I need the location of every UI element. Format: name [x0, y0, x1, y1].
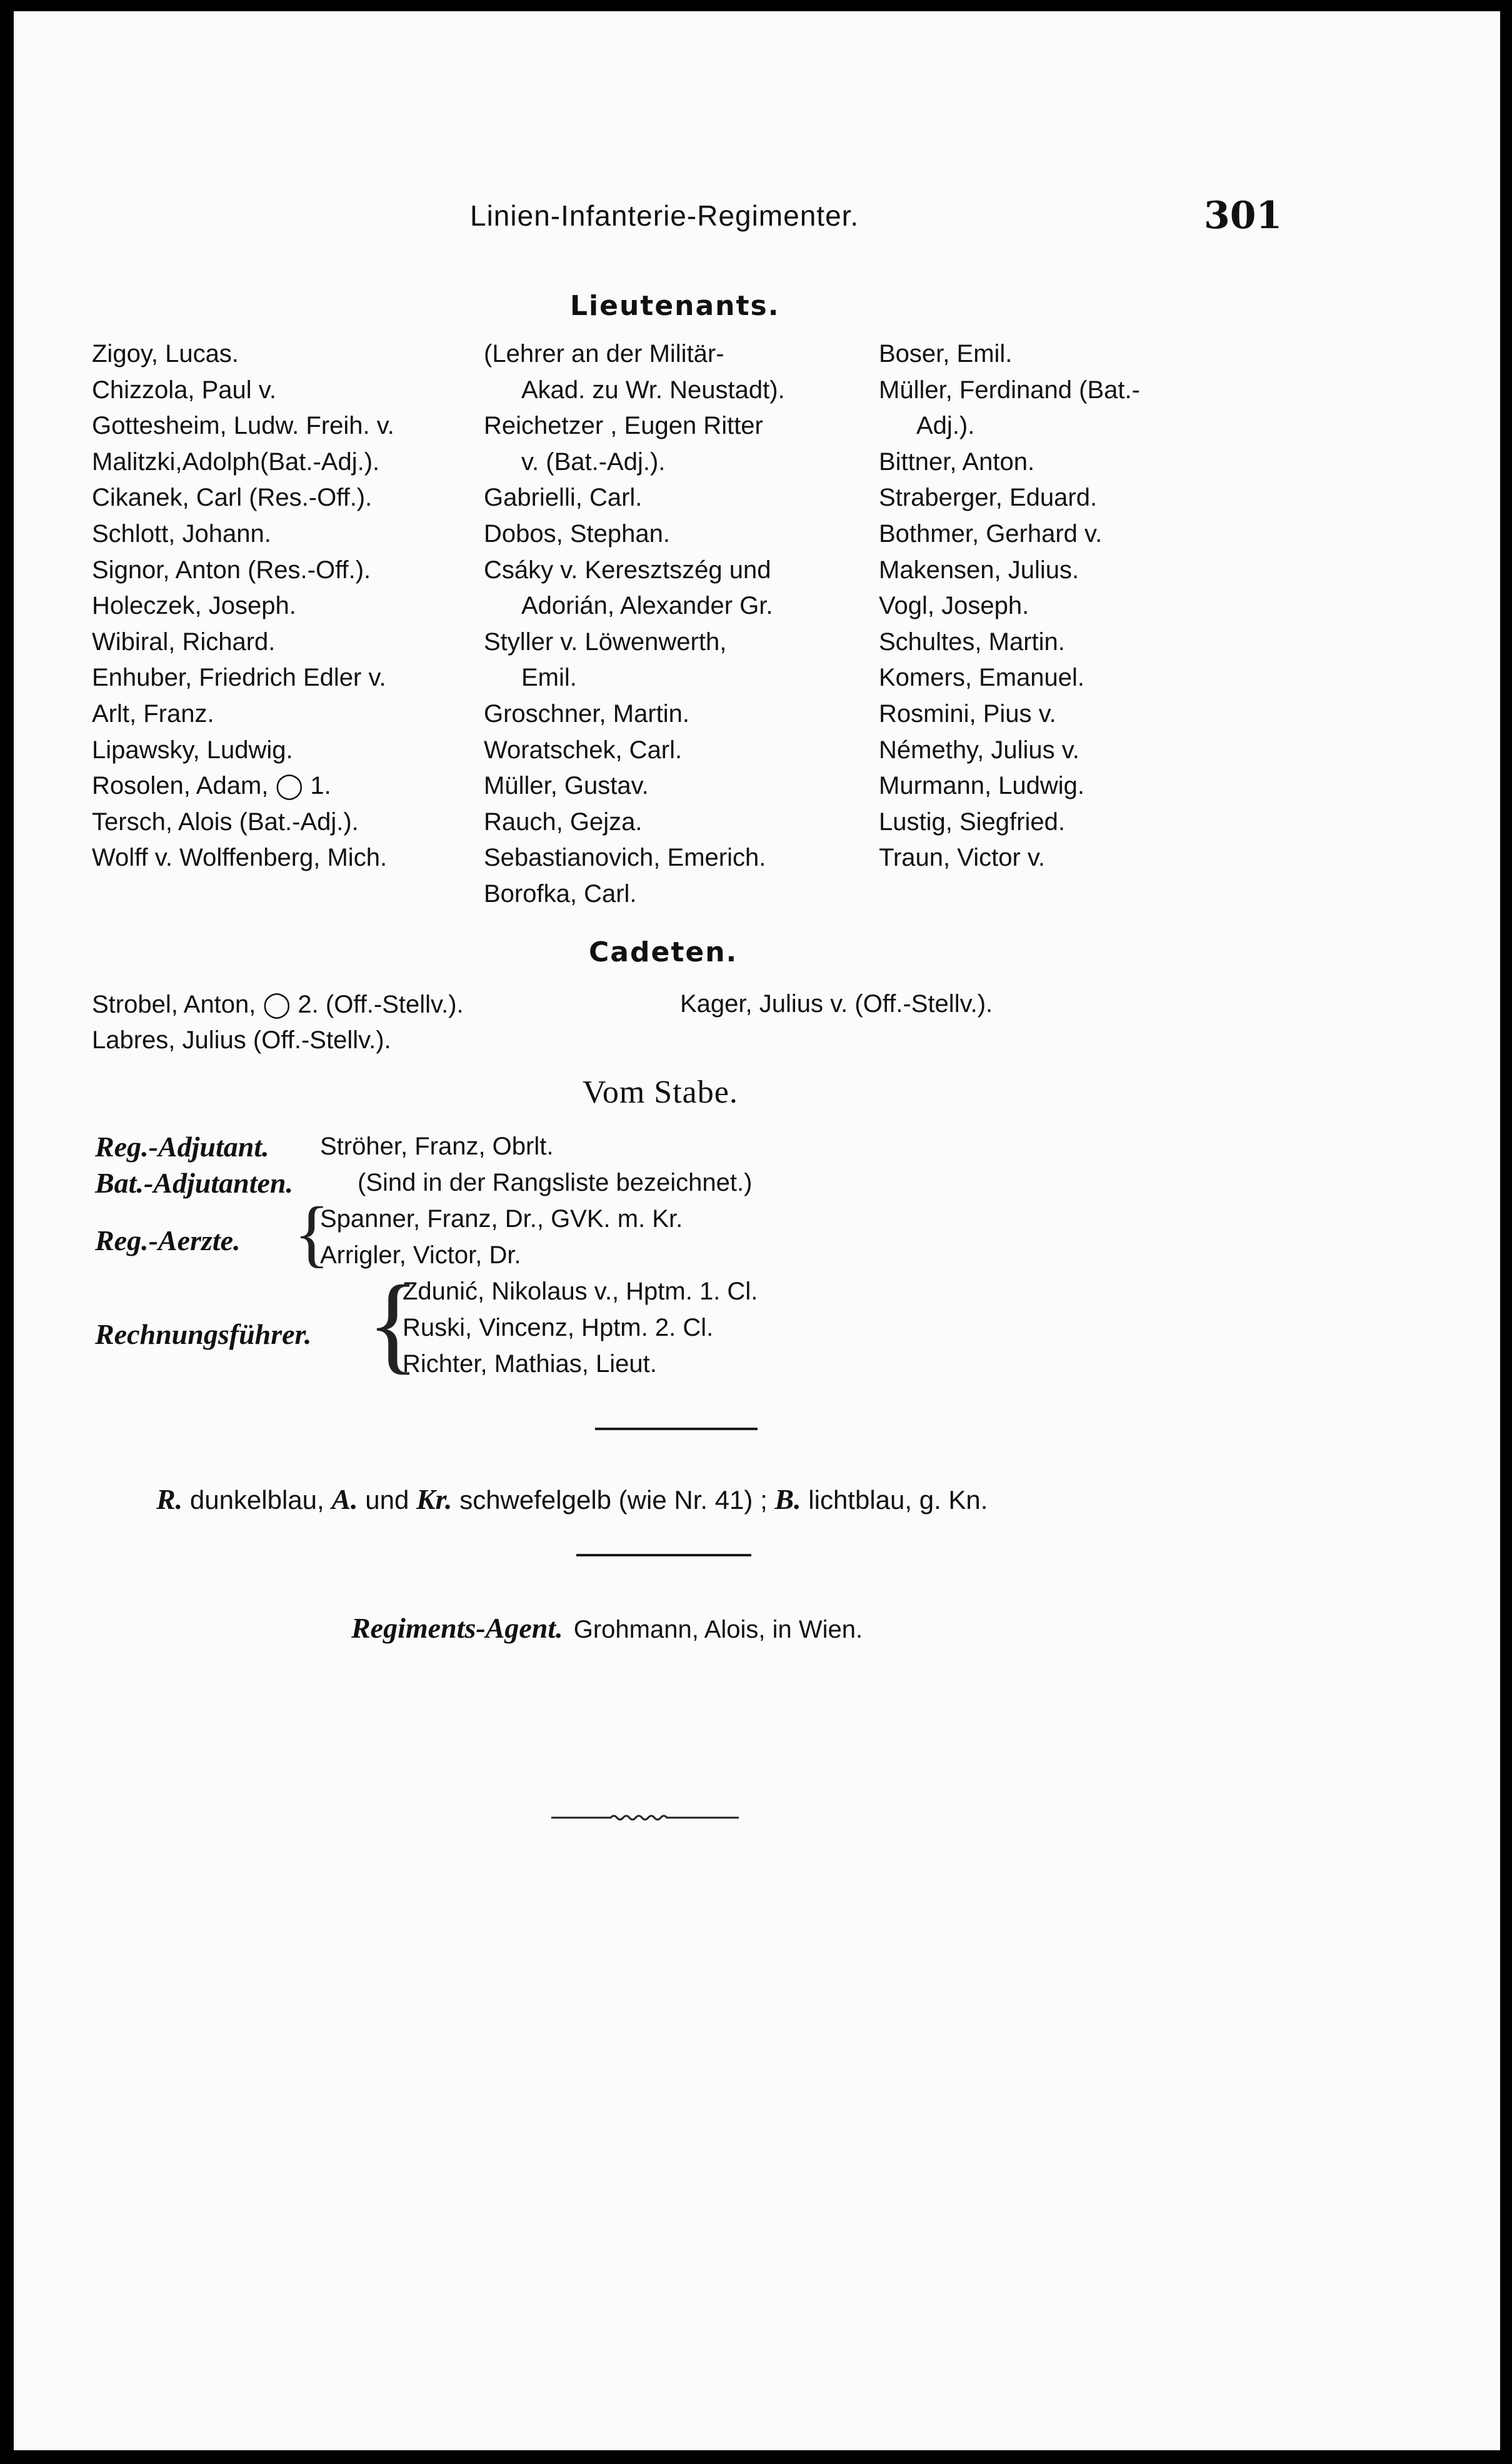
list-item: Signor, Anton (Res.-Off.).: [92, 556, 371, 584]
list-item: Reichetzer , Eugen Ritter: [484, 412, 763, 440]
list-item: Schlott, Johann.: [92, 519, 271, 548]
list-item: Tersch, Alois (Bat.-Adj.).: [92, 808, 359, 836]
uniform-kr-text: schwefelgelb (wie Nr. 41) ;: [459, 1485, 768, 1515]
end-ornament-icon: [551, 1811, 739, 1824]
rechnungsfuehrer-label: Rechnungsführer.: [95, 1318, 312, 1350]
uniform-b-label: B.: [774, 1483, 801, 1515]
list-item: (Lehrer an der Militär-: [484, 340, 724, 368]
list-item: Bittner, Anton.: [879, 448, 1035, 476]
list-item: Wolff v. Wolffenberg, Mich.: [92, 844, 388, 872]
list-item: Gottesheim, Ludw. Freih. v.: [92, 412, 394, 440]
list-item: Vogl, Joseph.: [879, 592, 1029, 620]
running-header: Linien-Infanterie-Regimenter.: [470, 199, 859, 232]
lieutenants-column-3: [879, 336, 1260, 876]
bat-adjutanten-label: Bat.-Adjutanten.: [95, 1167, 293, 1199]
cadeten-heading: Cadeten.: [589, 936, 738, 968]
list-item: Csáky v. Keresztszég und: [484, 556, 771, 584]
cadet-entry: Kager, Julius v. (Off.-Stellv.).: [680, 990, 993, 1018]
reg-adjutant-label: Reg.-Adjutant.: [95, 1131, 269, 1163]
list-item: Schultes, Martin.: [879, 628, 1065, 656]
list-item: Bothmer, Gerhard v.: [879, 519, 1103, 548]
list-item: Lipawsky, Ludwig.: [92, 736, 293, 764]
lieutenants-column-1: [92, 336, 473, 876]
reg-aerzte-entry: Arrigler, Victor, Dr.: [320, 1241, 521, 1269]
list-item: v. (Bat.-Adj.).: [521, 448, 666, 476]
lieutenants-column-2: [484, 336, 865, 913]
stabe-heading: Vom Stabe.: [583, 1074, 738, 1110]
cadet-entry: Labres, Julius (Off.-Stellv.).: [92, 1026, 391, 1054]
page: [14, 11, 1500, 2450]
list-item: Rosolen, Adam, ◯ 1.: [92, 772, 331, 800]
list-item: Holeczek, Joseph.: [92, 592, 296, 620]
list-item: Chizzola, Paul v.: [92, 376, 276, 404]
list-item: Adj.).: [916, 412, 975, 440]
list-item: Murmann, Ludwig.: [879, 772, 1085, 800]
list-item: Rosmini, Pius v.: [879, 699, 1056, 728]
list-item: Lustig, Siegfried.: [879, 808, 1065, 836]
list-item: Traun, Victor v.: [879, 844, 1046, 872]
lieutenants-heading: Lieutenants.: [570, 290, 780, 322]
reg-adjutant-value: Ströher, Franz, Obrlt.: [320, 1133, 554, 1160]
uniform-a-label: A.: [331, 1483, 358, 1515]
list-item: Sebastianovich, Emerich.: [484, 844, 766, 872]
uniform-kr-label: Kr.: [416, 1483, 453, 1515]
uniform-line: [156, 1483, 988, 1516]
divider: [576, 1554, 751, 1556]
list-item: Gabrielli, Carl.: [484, 484, 643, 512]
list-item: Zigoy, Lucas.: [92, 340, 239, 368]
bat-adjutanten-value: (Sind in der Rangsliste bezeichnet.): [358, 1169, 753, 1196]
list-item: Styller v. Löwenwerth,: [484, 628, 727, 656]
brace-decoration: {: [294, 1191, 330, 1275]
list-item: Müller, Ferdinand (Bat.-: [879, 376, 1140, 404]
regiments-agent: [351, 1611, 863, 1645]
list-item: Straberger, Eduard.: [879, 484, 1098, 512]
uniform-b-text: lichtblau, g. Kn.: [808, 1485, 988, 1515]
list-item: Makensen, Julius.: [879, 556, 1079, 584]
list-item: Némethy, Julius v.: [879, 736, 1079, 764]
reg-aerzte-entry: Spanner, Franz, Dr., GVK. m. Kr.: [320, 1205, 683, 1233]
list-item: Borofka, Carl.: [484, 879, 637, 908]
page-number: 301: [1204, 194, 1283, 238]
list-item: Wibiral, Richard.: [92, 628, 276, 656]
cadet-entry: Strobel, Anton, ◯ 2. (Off.-Stellv.).: [92, 991, 464, 1018]
uniform-r-text: dunkelblau,: [189, 1485, 324, 1515]
divider: [595, 1428, 758, 1430]
list-item: Cikanek, Carl (Res.-Off.).: [92, 484, 373, 512]
brace-decoration: {: [367, 1263, 419, 1384]
list-item: Emil.: [521, 664, 577, 692]
list-item: Rauch, Gejza.: [484, 808, 643, 836]
list-item: Arlt, Franz.: [92, 699, 214, 728]
uniform-and-text: und: [365, 1485, 409, 1515]
agent-value: Grohmann, Alois, in Wien.: [573, 1616, 863, 1643]
list-item: Dobos, Stephan.: [484, 519, 670, 548]
list-item: Müller, Gustav.: [484, 772, 649, 800]
list-item: Malitzki,Adolph(Bat.-Adj.).: [92, 448, 380, 476]
list-item: Akad. zu Wr. Neustadt).: [521, 376, 785, 404]
rechnungsfuehrer-entry: Zdunić, Nikolaus v., Hptm. 1. Cl.: [403, 1278, 758, 1305]
list-item: Komers, Emanuel.: [879, 664, 1085, 692]
rechnungsfuehrer-entry: Richter, Mathias, Lieut.: [403, 1350, 657, 1378]
list-item: Groschner, Martin.: [484, 699, 690, 728]
list-item: Boser, Emil.: [879, 340, 1013, 368]
agent-label: Regiments-Agent.: [351, 1612, 563, 1644]
rechnungsfuehrer-entry: Ruski, Vincenz, Hptm. 2. Cl.: [403, 1314, 714, 1341]
list-item: Woratschek, Carl.: [484, 736, 683, 764]
list-item: Enhuber, Friedrich Edler v.: [92, 664, 386, 692]
reg-aerzte-label: Reg.-Aerzte.: [95, 1224, 241, 1256]
uniform-r-label: R.: [156, 1483, 183, 1515]
list-item: Adorián, Alexander Gr.: [521, 592, 773, 620]
